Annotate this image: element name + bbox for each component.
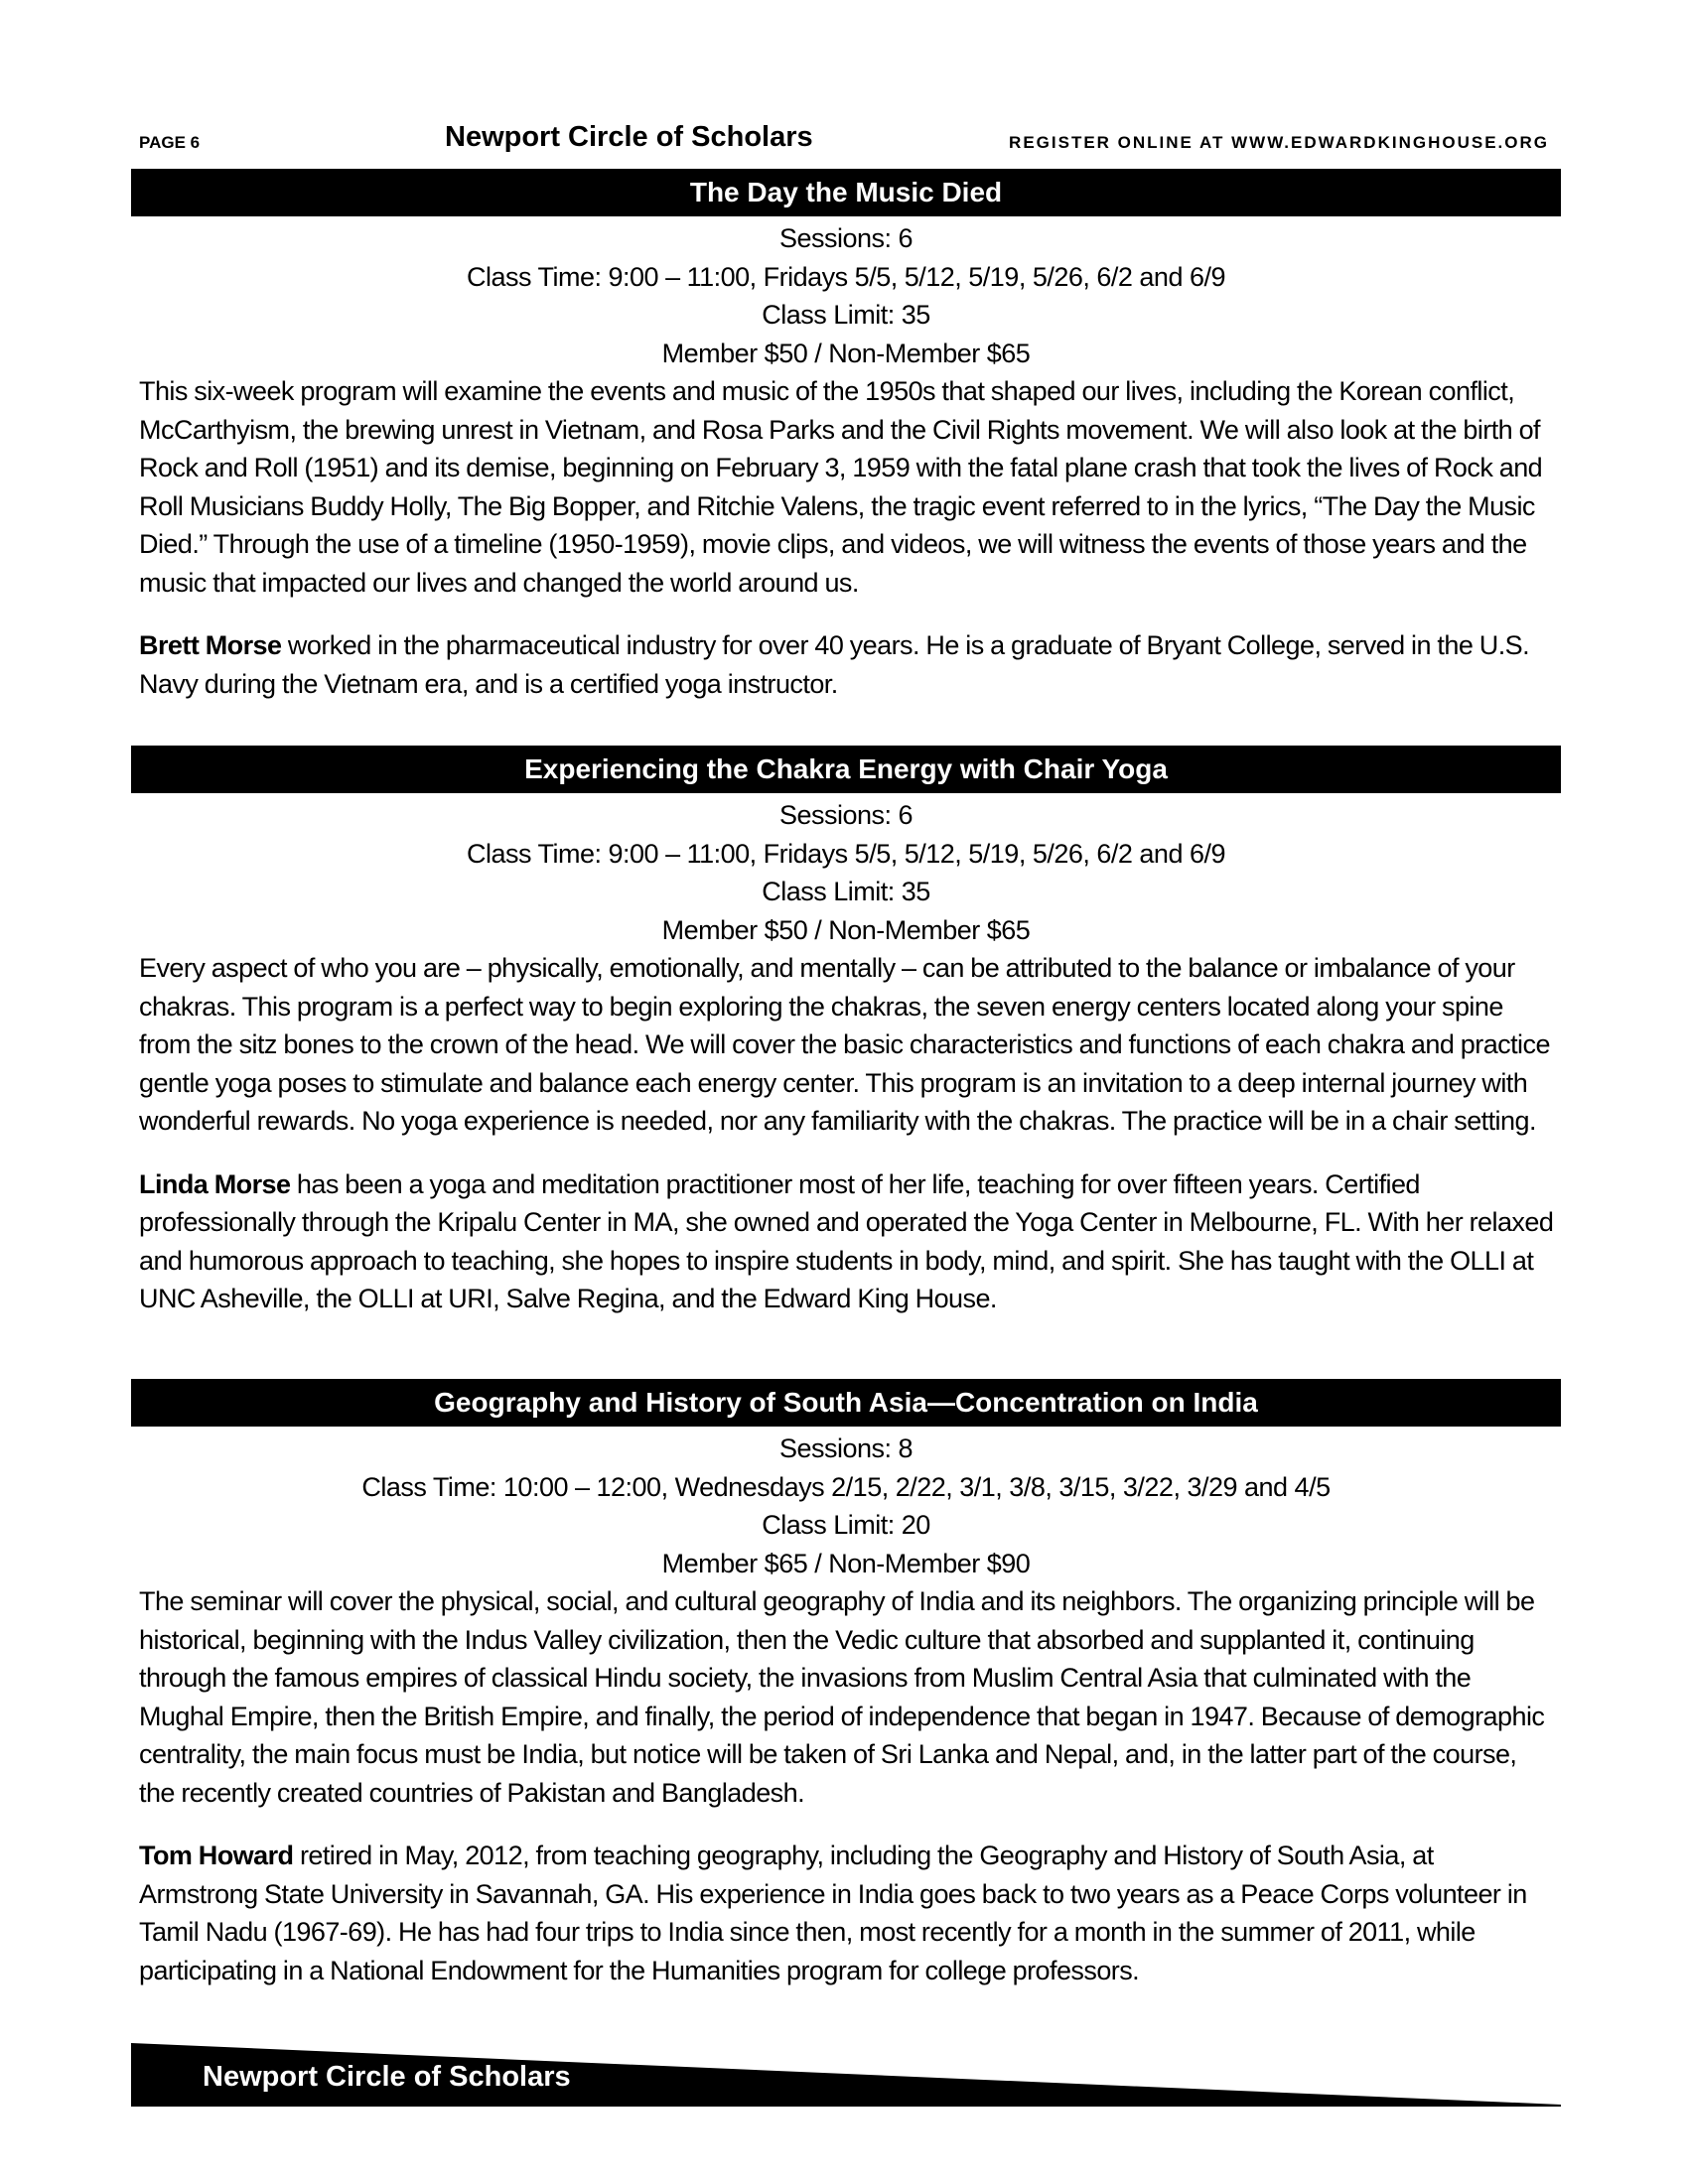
course-description: Every aspect of who you are – physically, emotionally, and mentally – can be attributed to the balance or imbalance of your chakras. This program is a perfect way to begin exploring the chakras, the seven energy centers located along your spine from the sitz bones to the crown of the head. We will cover the basic characteristics and functions of each chakra and practice gentle yoga poses to stimulate and balance each energy center. This program is an invitation to a deep internal journey with wonderful rewards. No yoga experience is needed, nor any familiarity with the chakras. The practice will be in a chair setting. — [139, 953, 1550, 1136]
page-header — [139, 121, 1549, 161]
course-class-time: Class Time: 9:00 – 11:00, Fridays 5/5, 5/12, 5/19, 5/26, 6/2 and 6/9 — [467, 838, 1225, 869]
instructor-bio — [131, 626, 1561, 703]
course-section-music — [131, 169, 1561, 703]
course-title-bar: Geography and History of South Asia—Concentration on India — [131, 1379, 1561, 1427]
instructor-bio-text: retired in May, 2012, from teaching geography, including the Geography and History of South Asia, at Armstrong State University in Savannah, GA. His experience in India goes back to two years as a Peace Corps volunteer in Tamil Nadu (1967-69). He has had four trips to India since then, most recently for a month in the summer of 2011, while participating in a National Endowment for the Humanities program for college professors. — [139, 1841, 1527, 1985]
instructor-bio — [131, 1165, 1561, 1318]
instructor-bio-text: worked in the pharmaceutical industry for over 40 years. He is a graduate of Bryant College, served in the U.S. Navy during the Vietnam era, and is a certified yoga instructor. — [139, 630, 1530, 699]
course-price: Member $50 / Non-Member $65 — [661, 338, 1031, 368]
course-price: Member $65 / Non-Member $90 — [661, 1548, 1031, 1578]
instructor-bio-text: has been a yoga and meditation practitioner most of her life, teaching for over fifteen years. Certified professionally through the Kripalu Center in MA, she owned and operated the Yoga Center in Melbourne, FL. With her relaxed and humorous approach to teaching, she hopes to inspire students in body, mind, and spirit. She has taught with the OLLI at UNC Asheville, the OLLI at URI, Salve Regina, and the Edward King House. — [139, 1168, 1554, 1313]
page-number: PAGE 6 — [139, 133, 201, 152]
course-price: Member $50 / Non-Member $65 — [661, 914, 1031, 945]
course-title-bar: Experiencing the Chakra Energy with Chair Yoga — [131, 746, 1561, 793]
instructor-name: Brett Morse — [139, 630, 282, 660]
course-meta — [131, 1430, 1561, 1582]
course-meta — [131, 219, 1561, 372]
course-class-time: Class Time: 10:00 – 12:00, Wednesdays 2/15, 2/22, 3/1, 3/8, 3/15, 3/22, 3/29 and 4/5 — [361, 1471, 1331, 1502]
instructor-name: Linda Morse — [139, 1168, 291, 1199]
page-footer — [131, 2043, 1561, 2109]
course-section-chakra — [131, 746, 1561, 1318]
course-class-limit: Class Limit: 35 — [762, 877, 930, 906]
course-section-south-asia — [131, 1379, 1561, 1989]
instructor-name: Tom Howard — [139, 1841, 294, 1870]
course-class-time: Class Time: 9:00 – 11:00, Fridays 5/5, 5/12, 5/19, 5/26, 6/2 and 6/9 — [467, 261, 1225, 292]
course-meta — [131, 796, 1561, 949]
instructor-bio — [131, 1837, 1561, 1989]
course-sessions: Sessions: 8 — [778, 1433, 914, 1463]
course-class-limit: Class Limit: 20 — [762, 1510, 930, 1540]
footer-title: Newport Circle of Scholars — [203, 2061, 571, 2093]
course-sessions: Sessions: 6 — [778, 223, 914, 253]
course-title-bar: The Day the Music Died — [131, 169, 1561, 216]
course-description: This six-week program will examine the events and music of the 1950s that shaped our lives, including the Korean conflict, McCarthyism, the brewing unrest in Vietnam, and Rosa Parks and the Civil Rights movement. We will also look at the birth of Rock and Roll (1951) and its demise, beginning on February 3, 1959 with the fatal plane crash that took the lives of Rock and Roll Musicians Buddy Holly, The Big Bopper, and Ritchie Valens, the tragic event referred to in the lyrics, “The Day the Music Died.” Through the use of a timeline (1950-1959), movie clips, and videos, we will witness the events of those years and the music that impacted our lives and changed the world around us. — [139, 376, 1543, 598]
course-description: The seminar will cover the physical, social, and cultural geography of India and its neighbors. The organizing principle will be historical, beginning with the Indus Valley civilization, then the Vedic culture that absorbed and supplanted it, continuing through the famous empires of classical Hindu society, the invasions from Muslim Central Asia that culminated with the Mughal Empire, then the British Empire, and finally, the period of independence that began in 1947. Because of demographic centrality, the main focus must be India, but notice will be taken of Sri Lanka and Nepal, and, in the latter part of the course, the recently created countries of Pakistan and Bangladesh. — [139, 1586, 1545, 1808]
register-online-link[interactable]: REGISTER ONLINE AT WWW.EDWARDKINGHOUSE.ORG — [1009, 133, 1549, 152]
course-sessions: Sessions: 6 — [778, 800, 914, 830]
header-title: Newport Circle of Scholars — [445, 121, 813, 153]
course-class-limit: Class Limit: 35 — [762, 300, 930, 330]
